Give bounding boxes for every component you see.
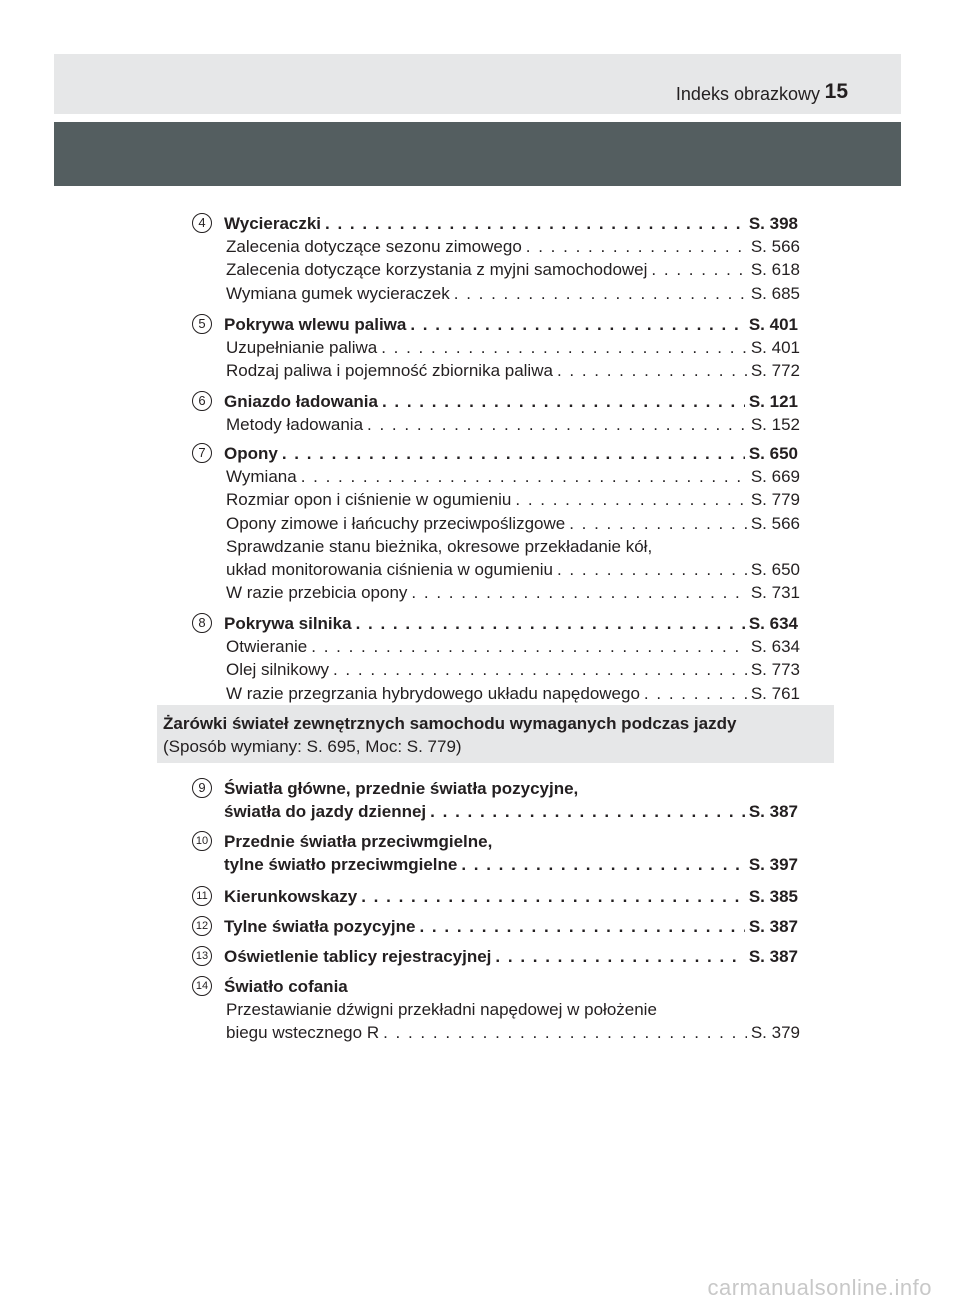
bulbs-banner xyxy=(157,705,834,763)
page-reference: S. 379 xyxy=(750,1023,800,1043)
banner-title: Żarówki świateł zewnętrznych samochodu wymaganych podczas jazdy xyxy=(163,714,737,733)
entry-subitem xyxy=(226,336,800,359)
page-reference: S. 152 xyxy=(750,415,800,435)
entry-text: Otwieranie xyxy=(226,637,308,657)
leader-dots xyxy=(361,885,745,908)
leader-dots xyxy=(526,235,747,258)
page-reference: S. 685 xyxy=(750,283,800,303)
entry-text: Zalecenia dotyczące sezonu zimowego xyxy=(226,237,522,257)
entry-heading xyxy=(224,777,798,800)
entry-text: Tylne światła pozycyjne xyxy=(224,917,416,936)
leader-dots xyxy=(419,915,744,938)
entry-text: Światło cofania xyxy=(224,977,348,996)
page-reference: S. 397 xyxy=(748,855,798,875)
page-reference: S. 618 xyxy=(750,260,800,280)
item-marker: 7 xyxy=(192,443,212,463)
entry-text: Rozmiar opon i ciśnienie w ogumieniu xyxy=(226,490,512,510)
leader-dots xyxy=(495,945,744,968)
entry-heading xyxy=(224,800,798,823)
banner-subtitle: (Sposób wymiany: S. 695, Moc: S. 779) xyxy=(163,737,462,756)
entry-text: Gniazdo ładowania xyxy=(224,392,378,411)
entry-heading xyxy=(224,830,798,853)
entry-subitem xyxy=(226,658,800,681)
entry-heading xyxy=(224,212,798,235)
page-reference: S. 401 xyxy=(750,338,800,358)
page-reference: S. 650 xyxy=(750,560,800,579)
item-marker: 13 xyxy=(192,946,212,966)
entry-subitem xyxy=(226,282,800,305)
entry-text: Metody ładowania xyxy=(226,415,364,435)
item-marker: 10 xyxy=(192,831,212,851)
entry-text: Sprawdzanie stanu bieżnika, okresowe przekładanie kół, xyxy=(226,536,653,556)
leader-dots xyxy=(382,390,745,413)
entry-text: biegu wstecznego R xyxy=(226,1023,380,1043)
entry-heading xyxy=(224,885,798,908)
page-reference: S. 566 xyxy=(750,237,800,257)
entry-subitem xyxy=(226,465,800,488)
page-reference: S. 385 xyxy=(748,887,798,906)
leader-dots xyxy=(557,558,747,581)
entry-text: Wymiana xyxy=(226,467,297,487)
item-marker: 12 xyxy=(192,916,212,936)
entry-text: W razie przebicia opony xyxy=(226,583,408,603)
page-reference: S. 669 xyxy=(750,467,800,487)
leader-dots xyxy=(333,658,747,681)
page-reference: S. 731 xyxy=(750,583,800,603)
page-reference: S. 779 xyxy=(750,490,800,510)
leader-dots xyxy=(325,212,745,235)
entry-heading xyxy=(224,915,798,938)
entry-text: Rodzaj paliwa i pojemność zbiornika paliwa xyxy=(226,361,553,381)
entry-text: Pokrywa wlewu paliwa xyxy=(224,315,407,334)
entry-text: Wycieraczki xyxy=(224,214,322,233)
page-reference: S. 634 xyxy=(748,614,798,633)
page-reference: S. 121 xyxy=(748,392,798,411)
entry-text: Opony zimowe i łańcuchy przeciwpoślizgowe xyxy=(226,513,566,533)
leader-dots xyxy=(356,612,745,635)
page-reference: S. 566 xyxy=(750,513,800,533)
leader-dots xyxy=(569,512,747,535)
entry-text: Kierunkowskazy xyxy=(224,887,358,906)
page-number: 15 xyxy=(824,80,848,103)
entry-text: Przednie światła przeciwmgielne, xyxy=(224,832,493,851)
page-reference: S. 398 xyxy=(748,214,798,233)
leader-dots xyxy=(301,465,747,488)
entry-subitem xyxy=(226,258,800,281)
section-title: Indeks obrazkowy xyxy=(675,84,820,104)
leader-dots xyxy=(410,313,745,336)
page-reference: S. 761 xyxy=(750,683,800,703)
page-reference: S. 650 xyxy=(748,444,798,463)
entry-text: Światła główne, przednie światła pozycyjne, xyxy=(224,779,579,798)
entry-heading xyxy=(224,975,798,998)
entry-text: W razie przegrzania hybrydowego układu napędowego xyxy=(226,683,640,703)
entry-text: tylne światło przeciwmgielne xyxy=(224,855,458,875)
leader-dots xyxy=(381,336,747,359)
leader-dots xyxy=(557,359,747,382)
leader-dots xyxy=(383,1021,747,1044)
page-reference: S. 387 xyxy=(748,917,798,936)
item-marker: 5 xyxy=(192,314,212,334)
item-marker: 4 xyxy=(192,213,212,233)
entry-heading xyxy=(224,945,798,968)
entry-text: układ monitorowania ciśnienia w ogumieniu xyxy=(226,560,553,579)
entry-subitem xyxy=(226,512,800,535)
leader-dots xyxy=(282,442,745,465)
entry-heading xyxy=(224,853,798,876)
entry-subitem xyxy=(226,413,800,436)
leader-dots xyxy=(454,282,747,305)
leader-dots xyxy=(367,413,747,436)
page-reference: S. 772 xyxy=(750,361,800,381)
watermark: carmanualsonline.info xyxy=(707,1275,932,1300)
leader-dots xyxy=(644,682,747,705)
page-reference: S. 387 xyxy=(748,947,798,966)
entry-subitem xyxy=(226,488,800,511)
item-marker: 8 xyxy=(192,613,212,633)
entry-text: Opony xyxy=(224,444,278,463)
entry-text: Wymiana gumek wycieraczek xyxy=(226,283,450,303)
entry-subitem xyxy=(226,558,800,581)
item-marker: 11 xyxy=(192,886,212,906)
entry-subitem xyxy=(226,535,800,558)
entry-heading xyxy=(224,390,798,413)
entry-subitem xyxy=(226,235,800,258)
entry-text: Zalecenia dotyczące korzystania z myjni samochodowej xyxy=(226,260,648,280)
item-marker: 9 xyxy=(192,778,212,798)
page-reference: S. 634 xyxy=(750,637,800,657)
entry-subitem xyxy=(226,682,800,705)
leader-dots xyxy=(411,581,746,604)
entry-heading xyxy=(224,612,798,635)
page-reference: S. 387 xyxy=(748,802,798,822)
page-reference: S. 773 xyxy=(750,660,800,680)
dark-band xyxy=(54,122,901,186)
entry-text: Przestawianie dźwigni przekładni napędowej w położenie xyxy=(226,1000,657,1020)
entry-text: światła do jazdy dziennej xyxy=(224,802,427,822)
entry-subitem xyxy=(226,1021,800,1044)
entry-text: Uzupełnianie paliwa xyxy=(226,338,378,358)
entry-subitem xyxy=(226,635,800,658)
entry-text: Olej silnikowy xyxy=(226,660,329,680)
item-marker: 14 xyxy=(192,976,212,996)
entry-heading xyxy=(224,442,798,465)
entry-subitem xyxy=(226,998,800,1021)
entry-heading xyxy=(224,313,798,336)
page-reference: S. 401 xyxy=(748,315,798,334)
item-marker: 6 xyxy=(192,391,212,411)
leader-dots xyxy=(430,800,745,823)
leader-dots xyxy=(515,488,746,511)
entry-subitem xyxy=(226,359,800,382)
leader-dots xyxy=(651,258,746,281)
leader-dots xyxy=(461,853,745,876)
entry-text: Oświetlenie tablicy rejestracyjnej xyxy=(224,947,492,966)
entry-text: Pokrywa silnika xyxy=(224,614,352,633)
leader-dots xyxy=(311,635,747,658)
entry-subitem xyxy=(226,581,800,604)
